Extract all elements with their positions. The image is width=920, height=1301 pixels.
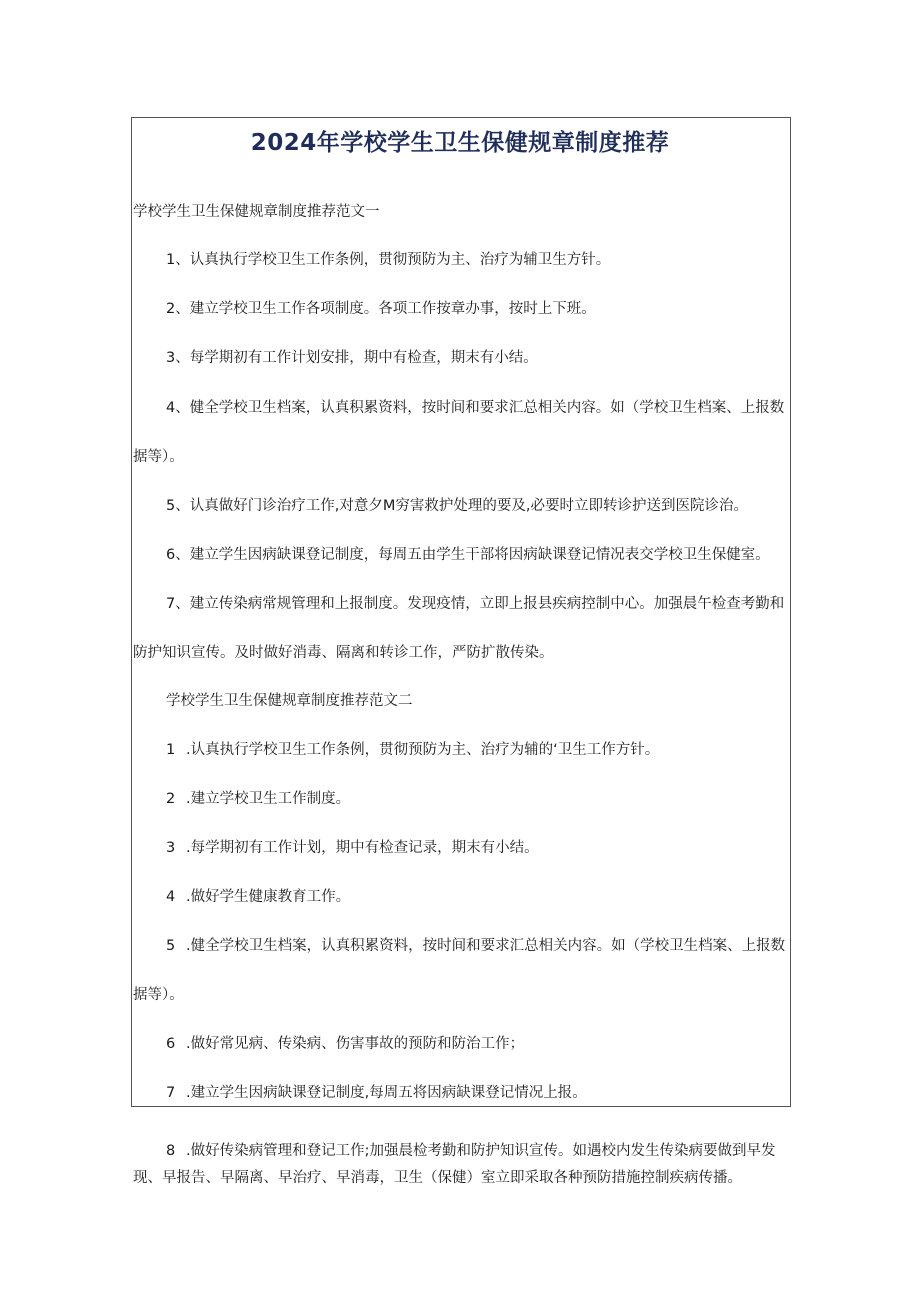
- section1-item-5: 5、认真做好门诊治疗工作,对意夕M穷害救护处理的要及,必要时立即转诊护送到医院诊治。: [166, 498, 748, 514]
- section2-item-5-cont: [133, 985, 184, 1005]
- item-number: 4: [166, 889, 176, 905]
- section1-heading: 学校学生卫生保健规章制度推荐范文一: [133, 204, 380, 220]
- section1-item-2: 2、建立学校卫生工作各项制度。各项工作按章办事，按时上下班。: [166, 301, 596, 317]
- page-title: 2024年学校学生卫生保健规章制度推荐: [250, 130, 670, 156]
- section1-item-1: 1、认真执行学校卫生工作条例，贯彻预防为主、治疗为辅卫生方针。: [166, 252, 611, 268]
- item-number: 2: [166, 791, 176, 807]
- section1-item-4: 4、健全学校卫生档案，认真积累资料，按时间和要求汇总相关内容。如（学校卫生档案、上报数: [166, 400, 785, 416]
- item-text: .建立学生因病缺课登记制度,每周五将因病缺课登记情况上报。: [186, 1085, 587, 1101]
- item-number: 1: [166, 742, 176, 758]
- outside-item-8: [166, 1141, 776, 1161]
- item-number: 6: [166, 1036, 176, 1052]
- section2-item-5: [166, 936, 785, 956]
- item-number: 7: [166, 1085, 176, 1101]
- section2-item-3: [166, 838, 539, 858]
- item-text: .建立学校卫生工作制度。: [186, 791, 351, 807]
- item-text: .每学期初有工作计划，期中有检查记录，期末有小结。: [186, 840, 539, 856]
- item-text: .做好学生健康教育工作。: [186, 889, 351, 905]
- section1-item-7: 7、建立传染病常规管理和上报制度。发现疫情，立即上报县疾病控制中心。加强晨午检查考勤和: [166, 596, 785, 612]
- item-text: 据等）。: [133, 987, 184, 1003]
- section1-item-6: 6、建立学生因病缺课登记制度，每周五由学生干部将因病缺课登记情况表交学校卫生保健室。: [166, 547, 770, 563]
- item-text: .认真执行学校卫生工作条例，贯彻预防为主、治疗为辅的‘卫生工作方针。: [186, 742, 660, 758]
- item-text: .健全学校卫生档案，认真积累资料，按时间和要求汇总相关内容。如（学校卫生档案、上报数: [186, 938, 786, 954]
- section1-item-7-cont: 防护知识宣传。及时做好消毒、隔离和转诊工作，严防扩散传染。: [133, 645, 554, 661]
- section2-item-2: [166, 789, 350, 809]
- section1-item-4-cont: 据等）。: [133, 449, 184, 465]
- item-number: 5: [166, 938, 176, 954]
- section1-item-3: 3、每学期初有工作计划安排，期中有检查，期末有小结。: [166, 350, 538, 366]
- section2-item-1: [166, 740, 659, 760]
- section2-item-6: [166, 1034, 524, 1054]
- section2-heading: 学校学生卫生保健规章制度推荐范文二: [166, 693, 413, 709]
- item-number: 8: [166, 1143, 176, 1159]
- section2-item-7: [166, 1083, 587, 1103]
- item-text: .做好传染病管理和登记工作;加强晨检考勤和防护知识宣传。如遇校内发生传染病要做到早发: [186, 1143, 776, 1159]
- item-number: 3: [166, 840, 176, 856]
- section2-item-4: [166, 887, 350, 907]
- outside-item-8-cont: 现、早报告、早隔离、早治疗、早消毒，卫生（保健）室立即采取各种预防措施控制疾病传播。: [133, 1170, 742, 1186]
- item-text: .做好常见病、传染病、伤害事故的预防和防治工作；: [186, 1036, 525, 1052]
